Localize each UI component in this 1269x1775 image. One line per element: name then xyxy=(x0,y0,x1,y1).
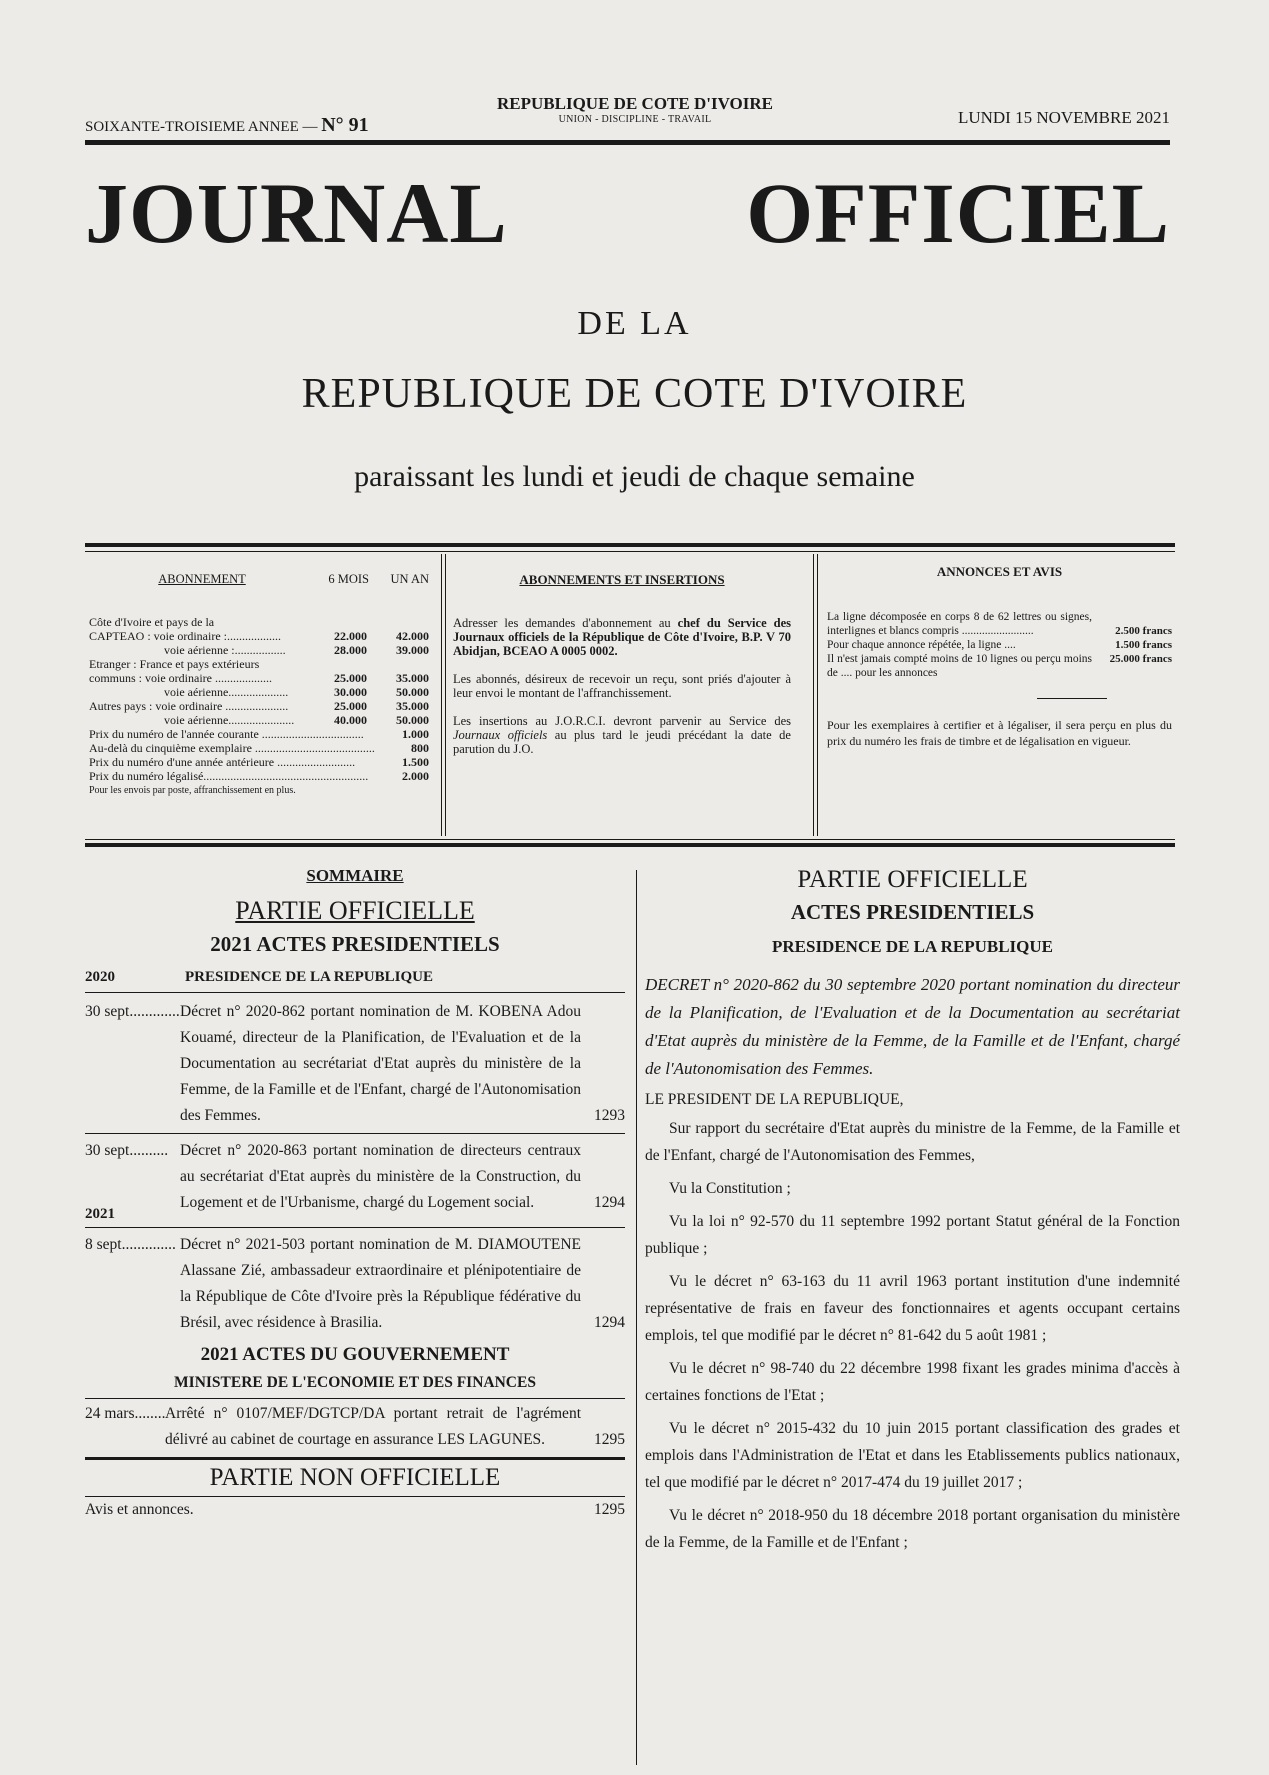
masthead-parution: paraissant les lundi et jeudi de chaque semaine xyxy=(354,460,915,493)
toc-text: Décret n° 2021-503 portant nomination de M. DIAMOUTENE Alassane Zié, ambassadeur extraordinaire et plénipotentiaire de la République de Côte d'Ivoire près la République fédérative du Brésil, avec résidence à Brasilia. xyxy=(180,1236,581,1331)
annonces-l2: Pour chaque annonce répétée, la ligne .... xyxy=(827,639,1016,651)
header xyxy=(85,88,1170,138)
abonnement-an-value: 2.000 xyxy=(402,769,429,783)
toc-text: Avis et annonces. xyxy=(85,1501,194,1518)
abonnement-label: Côte d'Ivoire et pays de la xyxy=(89,615,215,629)
toc-page: 1295 xyxy=(594,1431,625,1448)
abonnement-6mois-value xyxy=(317,657,367,671)
toc-item-arrete xyxy=(85,1401,625,1453)
corps-actes: ACTES PRESIDENTIELS xyxy=(790,900,1035,924)
toc-page: 1294 xyxy=(594,1314,625,1331)
annee-text: SOIXANTE-TROISIEME ANNEE — xyxy=(85,119,318,135)
abonnement-an-value: 42.000 xyxy=(396,629,429,643)
abonnement-column xyxy=(89,572,429,796)
decret-title: DECRET n° 2020-862 du 30 septembre 2020 portant nomination du directeur de la Planification, de l'Evaluation et de la Documentation au secrétariat d'Etat auprès du ministère de la Femme, de la Famille et de l'Enfant, chargé de l'Autonomisation des Femmes. xyxy=(645,975,1180,1078)
toc-page: 1293 xyxy=(594,1107,625,1124)
abonnement-label: Etranger : France et pays extérieurs xyxy=(89,657,260,671)
annonces-row-3 xyxy=(827,652,1172,680)
insertions-p1b: chef du Service des Journaux officiels de la République de Côte d'Ivoire, B.P. V 70 Abidjan, BCEAO A 0005 0002. xyxy=(453,616,791,658)
sommaire-actes-gouv: 2021 ACTES DU GOUVERNEMENT xyxy=(200,1344,510,1365)
abonnement-title: ABONNEMENT xyxy=(158,572,246,586)
sommaire-rule-5 xyxy=(85,1457,625,1460)
abonnement-label: voie aérienne...................... xyxy=(164,713,295,727)
abonnement-6mois-value: 30.000 xyxy=(334,685,367,699)
republique-title: REPUBLIQUE DE COTE D'IVOIRE xyxy=(497,94,773,113)
abonnement-row xyxy=(89,657,429,671)
col-un-an: UN AN xyxy=(390,572,429,586)
abonnement-6mois-value: 40.000 xyxy=(334,713,367,727)
header-rule xyxy=(85,140,1170,145)
box-divider-1 xyxy=(441,554,442,836)
president-line: LE PRESIDENT DE LA REPUBLIQUE, xyxy=(645,1091,904,1108)
abonnement-an-value: 35.000 xyxy=(396,699,429,713)
annonces-l3: Il n'est jamais compté moins de 10 lignes ou perçu moins de .... pour les annonces xyxy=(827,653,1092,679)
abonnement-row xyxy=(89,615,429,629)
numero-text: N° 91 xyxy=(321,114,369,136)
visa-paragraph: Vu la loi n° 92-570 du 11 septembre 1992 portant Statut général de la Fonction publique ; xyxy=(645,1213,1180,1257)
abonnement-row xyxy=(89,629,429,643)
box-bottom-rule-thin xyxy=(85,839,1175,840)
masthead xyxy=(85,165,1170,261)
toc-text: Arrêté n° 0107/MEF/DGTCP/DA portant retrait de l'agrément délivré au cabinet de courtage en assurance LES LAGUNES. xyxy=(165,1405,581,1448)
insertions-title: ABONNEMENTS ET INSERTIONS xyxy=(519,572,725,587)
toc-item-2 xyxy=(85,1138,625,1216)
col-6mois: 6 MOIS xyxy=(328,572,369,586)
annonces-title: ANNONCES ET AVIS xyxy=(936,564,1063,579)
abonnement-header xyxy=(89,572,429,587)
abonnement-label: CAPTEAO : voie ordinaire :.................. xyxy=(89,629,281,643)
sommaire-column xyxy=(85,866,625,1523)
header-annee xyxy=(85,114,369,137)
abonnement-label: Prix du numéro d'une année antérieure .......................... xyxy=(89,755,356,769)
toc-item-avis xyxy=(85,1497,625,1523)
box-divider-1b xyxy=(445,554,446,836)
toc-date: 8 sept.............. xyxy=(85,1236,176,1253)
abonnement-label: Prix du numéro légalisé....................................................... xyxy=(89,769,369,783)
abonnement-an-value: 1.500 xyxy=(402,755,429,769)
sommaire-rule-3 xyxy=(85,1227,625,1228)
masthead-word-journal: JOURNAL xyxy=(85,165,508,261)
box-top-rule-thin xyxy=(85,551,1175,552)
visa-paragraph: Vu le décret n° 2018-950 du 18 décembre 2018 portant organisation du ministère de la Femme, de la Famille et de l'Enfant ; xyxy=(645,1507,1180,1551)
sommaire-ministere: MINISTERE DE L'ECONOMIE ET DES FINANCES xyxy=(174,1374,536,1391)
abonnement-an-value: 35.000 xyxy=(396,671,429,685)
sommaire-non-officielle: PARTIE NON OFFICIELLE xyxy=(209,1464,501,1491)
abonnement-an-value: 39.000 xyxy=(396,643,429,657)
sommaire-actes-pres: 2021 ACTES PRESIDENTIELS xyxy=(210,932,500,956)
annonces-row-2 xyxy=(827,638,1172,652)
abonnement-an-value: 50.000 xyxy=(396,685,429,699)
sommaire-rule-6 xyxy=(85,1496,625,1497)
visa-paragraph: Vu la Constitution ; xyxy=(669,1180,791,1197)
corps-partie: PARTIE OFFICIELLE xyxy=(797,866,1028,893)
abonnement-row xyxy=(89,727,429,741)
info-box xyxy=(85,554,1175,839)
abonnement-row xyxy=(89,755,429,769)
annonces-column xyxy=(827,564,1172,749)
abonnement-label: voie aérienne :................. xyxy=(164,643,286,657)
abonnement-row xyxy=(89,741,429,755)
annonces-p1: 2.500 francs xyxy=(1115,625,1172,637)
abonnement-6mois-value: 25.000 xyxy=(334,699,367,713)
masthead-republique: REPUBLIQUE DE COTE D'IVOIRE xyxy=(301,371,968,417)
visa-paragraph: Vu le décret n° 2015-432 du 10 juin 2015 portant classification des grades et emplois dans l'Administration de l'Etat et dans les Etablissements publics nationaux, tel que modifié par le décret n° 2017-474 du 19 juillet 2017 ; xyxy=(645,1420,1180,1491)
box-bottom-rule xyxy=(85,843,1175,847)
insertions-p3 xyxy=(453,714,791,756)
header-republique xyxy=(440,94,830,125)
insertions-p3c: au plus tard le jeudi précédant la date de parution du J.O. xyxy=(453,728,791,756)
abonnement-rows xyxy=(89,615,429,783)
sommaire-rule-2 xyxy=(85,1133,625,1134)
box-divider-2b xyxy=(817,554,818,836)
visa-paragraph: Sur rapport du secrétaire d'Etat auprès du ministre de la Femme, de la Famille et de l'Enfant, chargé de l'Autonomisation des Femmes, xyxy=(645,1120,1180,1164)
header-date: LUNDI 15 NOVEMBRE 2021 xyxy=(957,108,1170,127)
insertions-p3b: Journaux officiels xyxy=(453,728,548,742)
abonnement-label: Prix du numéro de l'année courante .................................. xyxy=(89,727,364,741)
abonnement-label: communs : voie ordinaire ................... xyxy=(89,671,272,685)
abonnement-row xyxy=(89,643,429,657)
abonnement-row xyxy=(89,685,429,699)
toc-text: Décret n° 2020-863 portant nomination de directeurs centraux au secrétariat d'Etat auprès du ministère de la Construction, du Logement et de l'Urbanisme, chargé du Logement social. xyxy=(180,1142,581,1211)
abonnement-6mois-value xyxy=(355,755,388,769)
corps-paragraphs xyxy=(645,1115,1180,1556)
abonnement-6mois-value xyxy=(364,727,393,741)
corps-presidence: PRESIDENCE DE LA REPUBLIQUE xyxy=(771,937,1054,956)
abonnement-row xyxy=(89,671,429,685)
toc-page: 1295 xyxy=(594,1501,625,1518)
toc-item-1 xyxy=(85,999,625,1129)
toc-date: 30 sept............. xyxy=(85,1003,180,1020)
abonnement-6mois-value xyxy=(317,615,367,629)
annonces-separator xyxy=(1037,698,1107,699)
toc-page: 1294 xyxy=(594,1194,625,1211)
box-top-rule xyxy=(85,543,1175,547)
toc-text: Décret n° 2020-862 portant nomination de M. KOBENA Adou Kouamé, directeur de la Planification, de l'Evaluation et de la Documentation au secrétariat d'Etat auprès du ministère de la Femme, de la Famille et de l'Enfant, chargé de l'Autonomisation des Femmes. xyxy=(180,1003,581,1124)
sommaire-rule-1 xyxy=(85,992,625,993)
sommaire-presidence-row xyxy=(85,969,625,986)
box-divider-2 xyxy=(813,554,814,836)
annonces-legal: Pour les exemplaires à certifier et à légaliser, il sera perçu en plus du prix du numéro les frais de timbre et de légalisation en vigueur. xyxy=(827,718,1172,748)
insertions-p1a: Adresser les demandes d'abonnement au xyxy=(453,616,678,630)
abonnement-row xyxy=(89,713,429,727)
visa-paragraph: Vu le décret n° 63-163 du 11 avril 1963 portant institution d'une indemnité représentative de frais en faveur des fonctionnaires et agents occupant certains emplois, tel que modifié par le décret n° 81-642 du 5 août 1981 ; xyxy=(645,1273,1180,1344)
year-2020: 2020 xyxy=(85,969,115,985)
abonnement-an-value: 50.000 xyxy=(396,713,429,727)
abonnement-label: Autres pays : voie ordinaire ..................... xyxy=(89,699,289,713)
abonnement-6mois-value: 25.000 xyxy=(334,671,367,685)
insertions-p3a: Les insertions au J.O.R.C.I. devront parvenir au Service des xyxy=(453,714,791,728)
annonces-row-1 xyxy=(827,610,1172,638)
abonnement-row xyxy=(89,699,429,713)
annonces-p2: 1.500 francs xyxy=(1115,639,1172,651)
sommaire-partie: PARTIE OFFICIELLE xyxy=(235,896,475,925)
abonnement-6mois-value: 22.000 xyxy=(334,629,367,643)
annonces-p3: 25.000 francs xyxy=(1109,653,1172,665)
abonnement-an-value: 800 xyxy=(411,741,429,755)
abonnement-an-value: 1.000 xyxy=(402,727,429,741)
insertions-column xyxy=(453,572,791,770)
abonnement-an-value xyxy=(367,615,429,629)
annonces-l1: La ligne décomposée en corps 8 de 62 lettres ou signes, interlignes et blancs compris ......................... xyxy=(827,611,1092,637)
abonnement-6mois-value xyxy=(375,741,399,755)
corps-column xyxy=(645,866,1180,1562)
devise-text: UNION - DISCIPLINE - TRAVAIL xyxy=(558,114,712,125)
abonnement-label: Au-delà du cinquième exemplaire ........................................ xyxy=(89,741,375,755)
abonnement-label: voie aérienne.................... xyxy=(164,685,289,699)
sommaire-presidence: PRESIDENCE DE LA REPUBLIQUE xyxy=(185,969,433,985)
abonnement-note: Pour les envois par poste, affranchissement en plus. xyxy=(89,785,296,796)
abonnement-6mois-value xyxy=(368,769,395,783)
insertions-p1 xyxy=(453,616,791,658)
visa-paragraph: Vu le décret n° 98-740 du 22 décembre 1998 fixant les grades minima d'accès à certaines fonctions de l'Etat ; xyxy=(645,1360,1180,1404)
sommaire-rule-4 xyxy=(85,1398,625,1399)
masthead-de-la: DE LA xyxy=(577,305,692,342)
abonnement-an-value xyxy=(367,657,429,671)
abonnement-row xyxy=(89,769,429,783)
masthead-word-officiel: OFFICIEL xyxy=(746,165,1170,261)
toc-item-3 xyxy=(85,1232,625,1336)
insertions-p2: Les abonnés, désireux de recevoir un reçu, sont priés d'ajouter à leur envoi le montant de l'affranchissement. xyxy=(453,672,791,700)
abonnement-6mois-value: 28.000 xyxy=(334,643,367,657)
sommaire-title: SOMMAIRE xyxy=(306,866,404,885)
toc-date: 24 mars........ xyxy=(85,1405,166,1422)
year-2021: 2021 xyxy=(85,1206,115,1222)
column-divider xyxy=(636,870,637,1765)
toc-date: 30 sept.......... xyxy=(85,1142,169,1159)
